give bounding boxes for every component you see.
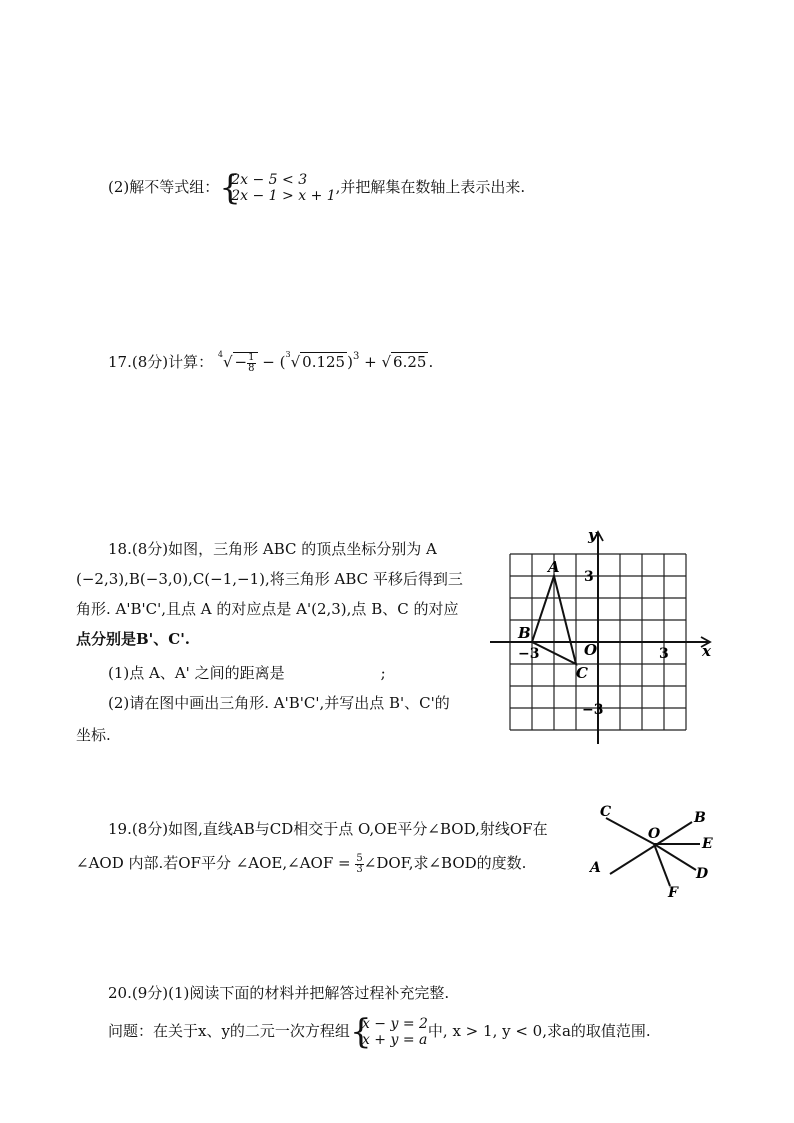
q20-eq1: x − y = 2 [361, 1016, 428, 1032]
q19-line2-a: ∠AOD 内部.若OF平分 ∠AOE,∠AOF = [76, 854, 356, 872]
x-tick-3: 3 [659, 646, 669, 662]
q18-part1 [108, 662, 386, 684]
q18-line3: 角形. A'B'C',且点 A 的对应点是 A'(2,3),点 B、C 的对应 [76, 600, 459, 618]
q18-line4: 点分别是B'、C'. [76, 630, 191, 648]
label-c: C [600, 804, 612, 820]
origin-label: O [584, 641, 598, 659]
q16-inequality-system: { 2x − 5 < 3 2x − 1 > x + 1 [219, 168, 336, 208]
label-e: E [702, 836, 713, 852]
q20-equation-system: { x − y = 2 x + y = a [349, 1012, 428, 1052]
label-d: D [696, 866, 709, 882]
q19-line2 [76, 852, 526, 875]
q18-part2: (2)请在图中画出三角形. A'B'C',并写出点 B'、C'的 [108, 694, 450, 712]
q17-root4-index: 4 [217, 350, 223, 359]
q16-ineq2: 2x − 1 > x + 1 [231, 188, 336, 204]
q19-line1: 19.(8分)如图,直线AB与CD相交于点 O,OE平分∠BOD,射线OF在 [108, 820, 548, 838]
q20-eq2: x + y = a [361, 1032, 428, 1048]
q17-sqrt-value: 6.25 [393, 353, 427, 371]
q18-line2: (−2,3),B(−3,0),C(−1,−1),将三角形 ABC 平移后得到三 [76, 570, 463, 588]
q18-part1-end: ; [380, 664, 386, 682]
q16-ineq1: 2x − 5 < 3 [231, 172, 308, 188]
label-b: B [694, 810, 706, 826]
q18-coordinate-grid [486, 528, 718, 750]
q17-neg: − [234, 353, 248, 371]
q16-suffix: ,并把解集在数轴上表示出来. [335, 178, 526, 196]
q20-suffix: 中, x > 1, y < 0,求a的取值范围. [427, 1022, 651, 1040]
q17-question: 17.(8分)计算： $^4$√ − $\frac{1}{8}$ − ($^3$√ 0.125 )$^3$ + √ 6.25 . [108, 350, 434, 374]
q16-part2 [108, 168, 526, 208]
label-o: O [648, 826, 661, 842]
x-axis-label: x [702, 642, 711, 660]
q17-root3-index: 3 [285, 350, 291, 359]
point-a-label: A [548, 558, 560, 576]
q19-fraction: $\frac{5}{3}$ [356, 852, 363, 875]
y-tick-3: 3 [584, 569, 594, 585]
q20-problem [108, 1012, 651, 1052]
x-tick-neg3: −3 [518, 646, 540, 662]
label-a: A [590, 860, 601, 876]
q16-prefix: (2)解不等式组： [108, 178, 220, 196]
q17-prefix: 17.(8分)计算： [108, 353, 214, 371]
label-f: F [668, 885, 678, 901]
q20-line1: 20.(9分)(1)阅读下面的材料并把解答过程补充完整. [108, 984, 450, 1002]
point-b-label: B [518, 624, 531, 642]
q17-paren-close: ) [347, 353, 353, 371]
q17-power: 3 [352, 351, 360, 362]
q17-minus: − [262, 353, 275, 371]
q20-prefix: 问题：在关于x、y的二元一次方程组 [108, 1022, 350, 1040]
q17-plus: + [364, 353, 377, 371]
ray-od [654, 844, 696, 870]
q19-line2-b: ∠DOF,求∠BOD的度数. [363, 854, 527, 872]
q18-part2-end: 坐标. [76, 726, 111, 744]
ray-of [654, 844, 670, 886]
point-c-label: C [576, 664, 588, 682]
ray-oc [606, 818, 654, 844]
q17-fraction: $\frac{1}{8}$ [248, 351, 255, 374]
q17-end: . [428, 353, 434, 371]
q19-angle-figure [584, 798, 724, 902]
q17-root3-value: 0.125 [302, 353, 346, 371]
y-axis-label: y [588, 528, 597, 544]
q18-part1-text: (1)点 A、A' 之间的距离是 [108, 664, 285, 682]
q18-line1: 18.(8分)如图，三角形 ABC 的顶点坐标分别为 A [108, 540, 437, 558]
q17-paren-open: ( [279, 353, 286, 371]
y-tick-neg3: −3 [582, 702, 604, 718]
